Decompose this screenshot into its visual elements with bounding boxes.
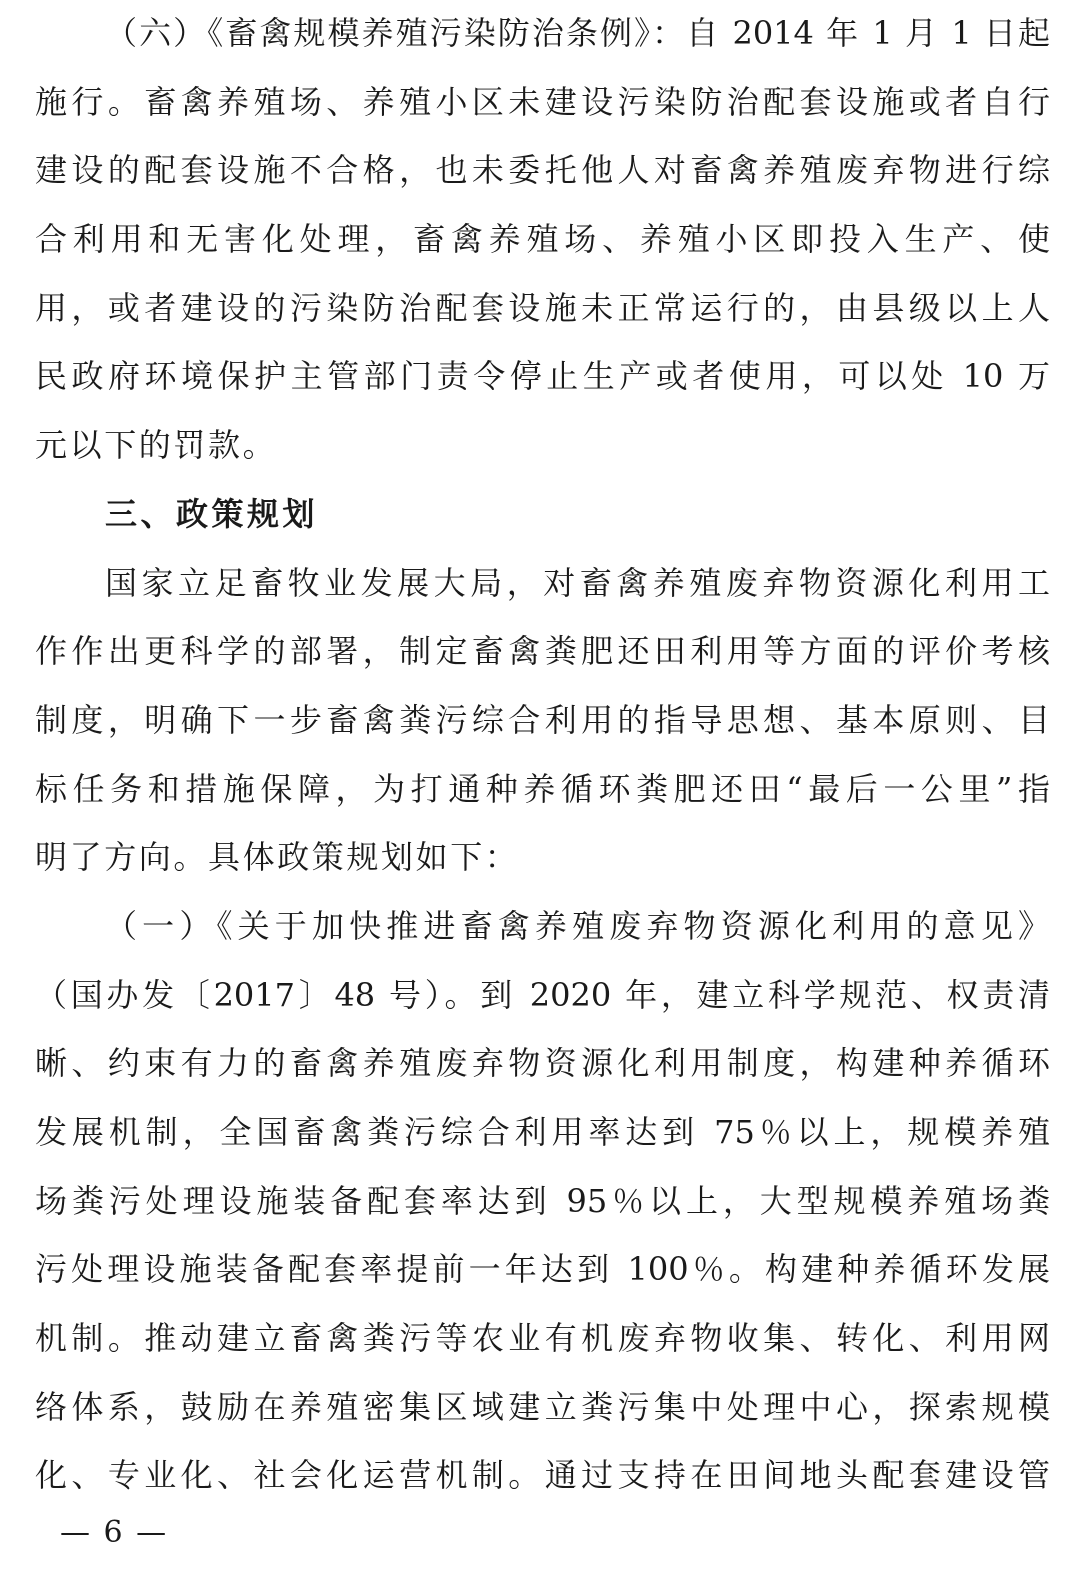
paragraph-line: 机制。推动建立畜禽粪污等农业有机废弃物收集、转化、利用网 bbox=[35, 1319, 1050, 1358]
paragraph-line: 污处理设施装备配套率提前一年达到 100％。构建种养循环发展 bbox=[35, 1250, 1050, 1289]
paragraph-line: 国家立足畜牧业发展大局，对畜禽养殖废弃物资源化利用工 bbox=[105, 563, 1050, 602]
paragraph-line: 建设的配套设施不合格，也未委托他人对畜禽养殖废弃物进行综 bbox=[35, 151, 1050, 190]
paragraph-line: （六）《畜禽规模养殖污染防治条例》：自 2014 年 1 月 1 日起 bbox=[105, 14, 1050, 52]
paragraph-line: 施行。畜禽养殖场、养殖小区未建设污染防治配套设施或者自行 bbox=[35, 82, 1050, 121]
paragraph-line: 制度，明确下一步畜禽粪污综合利用的指导思想、基本原则、目 bbox=[35, 700, 1050, 739]
section-heading: 三、政策规划 bbox=[105, 494, 319, 533]
document-body bbox=[35, 0, 1050, 1510]
page-number: — 6 — bbox=[60, 1515, 169, 1550]
paragraph-line: 发展机制，全国畜禽粪污综合利用率达到 75％以上，规模养殖 bbox=[35, 1113, 1050, 1151]
paragraph-line: 作作出更科学的部署，制定畜禽粪肥还田利用等方面的评价考核 bbox=[35, 632, 1050, 671]
paragraph-line: 民政府环境保护主管部门责令停止生产或者使用，可以处 10 万 bbox=[35, 357, 1050, 396]
paragraph-line: 晰、约束有力的畜禽养殖废弃物资源化利用制度，构建种养循环 bbox=[35, 1044, 1050, 1083]
paragraph-line: 标任务和措施保障，为打通种养循环粪肥还田“最后一公里”指 bbox=[35, 769, 1050, 808]
paragraph-line: （国办发〔2017〕48 号）。到 2020 年，建立科学规范、权责清 bbox=[35, 975, 1050, 1014]
paragraph-line: 用，或者建设的污染防治配套设施未正常运行的，由县级以上人 bbox=[35, 288, 1050, 327]
paragraph-line: 合利用和无害化处理，畜禽养殖场、养殖小区即投入生产、使 bbox=[35, 220, 1050, 259]
paragraph-line: 场粪污处理设施装备配套率达到 95％以上，大型规模养殖场粪 bbox=[35, 1181, 1050, 1220]
paragraph-line: 络体系，鼓励在养殖密集区域建立粪污集中处理中心，探索规模 bbox=[35, 1387, 1050, 1426]
paragraph-line: （一）《关于加快推进畜禽养殖废弃物资源化利用的意见》 bbox=[105, 906, 1050, 945]
paragraph-line: 元以下的罚款。 bbox=[35, 426, 278, 465]
paragraph-line: 明了方向。具体政策规划如下： bbox=[35, 838, 520, 877]
paragraph-line: 化、专业化、社会化运营机制。通过支持在田间地头配套建设管 bbox=[35, 1456, 1050, 1495]
